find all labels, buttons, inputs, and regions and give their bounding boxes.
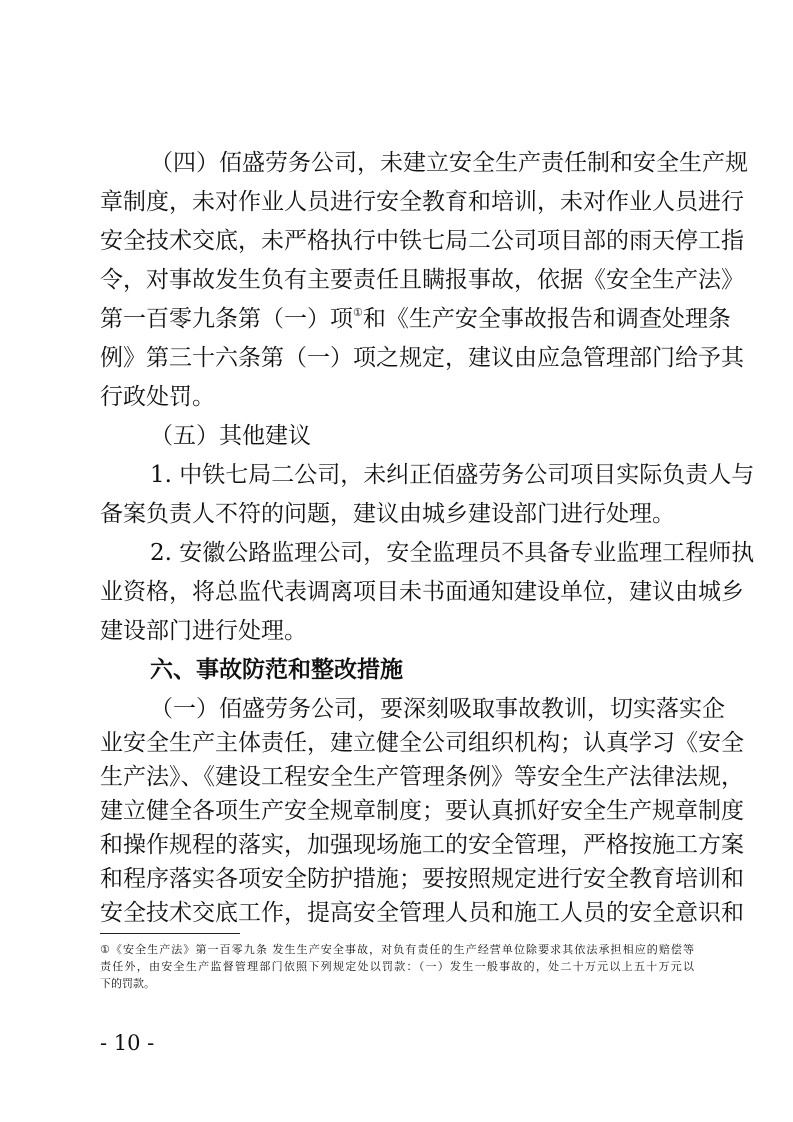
- page-number: - 10 -: [100, 1031, 155, 1055]
- paragraph-6-1-line-3: 生产法》、《建设工程安全生产管理条例》等安全生产法律法规，: [100, 764, 744, 790]
- subheading-other-suggestions: （五）其他建议: [150, 423, 311, 449]
- paragraph-6-1-line-1: （一）佰盛劳务公司，要深刻吸取事故教训，切实落实企: [150, 696, 725, 722]
- paragraph-5-2-line-3: 建设部门进行处理。: [100, 618, 307, 644]
- paragraph-4-line-6: 例》第三十六条第（一）项之规定，建议由应急管理部门给予其: [100, 345, 744, 371]
- footnote-divider: [100, 933, 240, 934]
- paragraph-5-1-line-1: 1. 中铁七局二公司，未纠正佰盛劳务公司项目实际负责人与: [150, 462, 755, 488]
- paragraph-6-1-line-5: 和操作规程的落实，加强现场施工的安全管理，严格按施工方案: [100, 832, 744, 858]
- footnote-marker[interactable]: ①: [353, 306, 363, 319]
- paragraph-4-line-4: 令，对事故发生负有主要责任且瞒报事故，依据《安全生产法》: [100, 267, 744, 293]
- paragraph-5-1-line-2: 备案负责人不符的问题，建议由城乡建设部门进行处理。: [100, 501, 675, 527]
- paragraph-6-1-line-6: 和程序落实各项安全防护措施；要按照规定进行安全教育培训和: [100, 866, 744, 892]
- paragraph-4-line-1: （四）佰盛劳务公司，未建立安全生产责任制和安全生产规: [150, 150, 748, 176]
- paragraph-5-2-line-1: 2. 安徽公路监理公司，安全监理员不具备专业监理工程师执: [150, 540, 755, 566]
- paragraph-4-line-3: 安全技术交底，未严格执行中铁七局二公司项目部的雨天停工指: [100, 228, 744, 254]
- paragraph-4-line-5: [100, 304, 731, 334]
- paragraph-6-1-line-2: 业安全生产主体责任，建立健全公司组织机构；认真学习《安全: [100, 730, 744, 756]
- footnote-line-1: ①《安全生产法》第一百零九条 发生生产安全事故，对负有责任的生产经营单位除要求其依法承担相应的赔偿等: [100, 943, 694, 956]
- paragraph-6-1-line-7: 安全技术交底工作，提高安全管理人员和施工人员的安全意识和: [100, 900, 744, 926]
- paragraph-4-line-5-text-a: 第一百零九条第（一）项: [100, 306, 353, 332]
- paragraph-4-line-2: 章制度，未对作业人员进行安全教育和培训，未对作业人员进行: [100, 189, 744, 215]
- paragraph-6-1-line-4: 建立健全各项生产安全规章制度；要认真抓好安全生产规章制度: [100, 798, 744, 824]
- paragraph-5-2-line-2: 业资格，将总监代表调离项目未书面通知建设单位，建议由城乡: [100, 579, 744, 605]
- paragraph-4-line-7: 行政处罚。: [100, 384, 215, 410]
- paragraph-4-line-5-text-b: 和《生产安全事故报告和调查处理条: [362, 306, 731, 332]
- footnote-line-2: 责任外，由安全生产监督管理部门依照下列规定处以罚款：（一）发生一般事故的，处二十万元以上五十万元以: [100, 960, 694, 973]
- footnote-line-3: 下的罚款。: [100, 977, 155, 990]
- section-6-heading: 六、事故防范和整改措施: [150, 657, 403, 683]
